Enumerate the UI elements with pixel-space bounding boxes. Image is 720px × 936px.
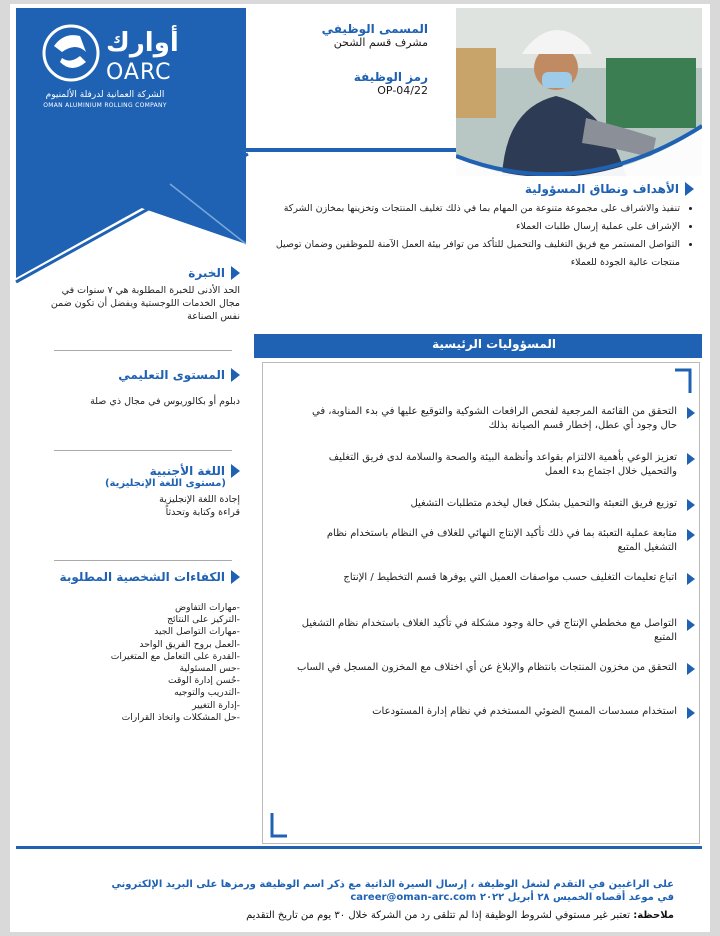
responsibility-item: توزيع فريق التعبئة والتحميل بشكل فعال ليخدم متطلبات التشغيل xyxy=(297,497,677,511)
competencies-title: الكفاءات الشخصية المطلوبة xyxy=(59,570,225,584)
competencies-section xyxy=(44,570,240,724)
job-posting-page xyxy=(10,4,710,932)
experience-title: الخبرة xyxy=(188,266,225,280)
responsibility-item: متابعة عملية التعبئة بما في ذلك تأكيد الإنتاج النهائي للغلاف في النظام باستخدام نظام التشغيل المتبع xyxy=(297,527,677,555)
education-title: المستوى التعليمي xyxy=(118,368,225,382)
footer-apply-info xyxy=(34,878,674,904)
competency-item: -القدرة على التعامل مع المتغيرات xyxy=(110,650,240,662)
bullet-arrow-icon xyxy=(687,707,695,719)
language-line2: قراءة وكتابة وتحدثاً xyxy=(165,507,240,518)
objective-item: • التواصل المستمر مع فريق التغليف والتحميل للتأكد من توافر بيئة العمل الآمنة للموظفين وضمان توصيل منتجات عالية الجودة للعملاء xyxy=(264,236,680,272)
competency-item: -التركيز على النتائج xyxy=(167,614,240,626)
oarc-logo-icon xyxy=(40,22,102,84)
corner-bracket-top xyxy=(673,367,693,395)
experience-text: الحد الأدنى للخبرة المطلوبة هي ٧ سنوات في مجال الخدمات اللوجستية ويفضل أن تكون ضمن نفس الصناعة xyxy=(50,285,240,322)
objective-item: • تنفيذ والاشراف على مجموعة متنوعة من المهام بما في ذلك تغليف المنتجات وتخزينها بمخازن الشركة xyxy=(264,200,680,218)
footer-divider xyxy=(16,846,702,849)
language-title: اللغة الأجنبية xyxy=(149,464,225,478)
competency-item: -العمل بروح الفريق الواحد xyxy=(139,638,240,650)
job-code-block xyxy=(248,70,428,97)
responsibility-item: التحقق من مخزون المنتجات بانتظام والإبلاغ عن أي اختلاف مع المخزون المسجل في الساب xyxy=(297,661,677,675)
competency-item: -إدارة التغيير xyxy=(192,699,240,711)
job-code-label: رمز الوظيفة xyxy=(353,70,428,84)
section-arrow-icon xyxy=(231,464,240,478)
language-section xyxy=(44,464,240,519)
footer-note-label: ملاحظة: xyxy=(633,910,674,921)
objectives-title: الأهداف ونطاق المسؤولية xyxy=(524,182,679,196)
bullet-arrow-icon xyxy=(687,407,695,419)
section-arrow-icon xyxy=(231,570,240,584)
competency-item: -التدريب والتوجيه xyxy=(174,687,240,699)
experience-section xyxy=(44,266,240,323)
competency-item: -حس المسئولية xyxy=(179,663,240,675)
sidebar-divider xyxy=(54,450,232,451)
competency-item: -حُسن إدارة الوقت xyxy=(168,675,240,687)
responsibility-item: استخدام مسدسات المسح الضوئي المستخدم في نظام إدارة المستودعات xyxy=(297,705,677,719)
responsibilities-header-bar xyxy=(254,334,702,358)
footer-email-link[interactable]: career@oman-arc.com xyxy=(350,892,477,903)
responsibilities-title: المسؤوليات الرئيسية xyxy=(432,337,556,351)
responsibilities-box xyxy=(262,362,700,844)
footer-note xyxy=(34,910,674,921)
language-line1: إجادة اللغة الإنجليزية xyxy=(159,494,240,505)
job-code-value: OP-04/22 xyxy=(377,84,428,97)
section-arrow-icon xyxy=(231,266,240,280)
education-text: دبلوم أو بكالوريوس في مجال ذي صلة xyxy=(90,396,240,407)
competency-item: -مهارات التواصل الجيد xyxy=(154,626,240,638)
language-subtitle: (مستوى اللغة الإنجليزية) xyxy=(104,478,226,489)
responsibility-item: تعزيز الوعي بأهمية الالتزام بقواعد وأنظمة البيئة والصحة والسلامة لدى فريق التغليف والتحميل خلال اجتماع بدء العمل xyxy=(297,451,677,479)
responsibility-item: التحقق من القائمة المرجعية لفحص الرافعات الشوكية والتوقيع عليها في بدء المناوبة، في حال وجود أي عطل، إخطار قسم الصيانة بذلك xyxy=(297,405,677,433)
objectives-section xyxy=(264,182,694,272)
bullet-arrow-icon xyxy=(687,663,695,675)
job-title-block xyxy=(248,22,428,49)
competency-item: -مهارات التفاوض xyxy=(175,602,240,613)
footer-deadline: في موعد أقصاه الخميس ٢٨ أبريل ٢٠٢٢ xyxy=(479,892,674,903)
responsibility-item: اتباع تعليمات التغليف حسب مواصفات العميل التي يوفرها قسم التخطيط / الإنتاج xyxy=(297,571,677,585)
sidebar-divider xyxy=(54,350,232,351)
responsibility-item: التواصل مع مخططي الإنتاج في حالة وجود مشكلة في تأكيد الغلاف باستخدام نظام التشغيل المتبع xyxy=(297,617,677,645)
education-section xyxy=(44,368,240,410)
section-arrow-icon xyxy=(685,182,694,196)
worker-photo xyxy=(456,8,702,176)
sidebar-divider xyxy=(54,560,232,561)
job-title-value: مشرف قسم الشحن xyxy=(333,36,428,49)
company-name-en: OARC xyxy=(106,60,172,85)
bullet-arrow-icon xyxy=(687,619,695,631)
bullet-arrow-icon xyxy=(687,529,695,541)
competency-item: -حل المشكلات واتخاذ القرارات xyxy=(121,711,240,723)
section-arrow-icon xyxy=(231,368,240,382)
company-name-ar: أوارك xyxy=(106,28,179,58)
bullet-arrow-icon xyxy=(687,453,695,465)
corner-bracket-bottom xyxy=(269,811,289,839)
footer-note-text: تعتبر غير مستوفي لشروط الوظيفة إذا لم تتلقى رد من الشركة خلال ٣٠ يوم من تاريخ التقديم xyxy=(246,910,631,921)
bullet-arrow-icon xyxy=(687,573,695,585)
footer-apply-line: على الراغبين في التقدم لشغل الوظيفة ، إرسال السيرة الذاتية مع ذكر اسم الوظيفة ورمزها على البريد الإلكتروني xyxy=(111,879,674,890)
objective-item: • الإشراف على عملية إرسال طلبات العملاء xyxy=(264,218,680,236)
job-title-label: المسمى الوظيفي xyxy=(321,22,428,36)
bullet-arrow-icon xyxy=(687,499,695,511)
company-full-name-en: OMAN ALUMINIUM ROLLING COMPANY xyxy=(43,102,167,109)
company-full-name-ar: الشركة العمانية لدرفلة الألمنيوم xyxy=(45,90,165,100)
